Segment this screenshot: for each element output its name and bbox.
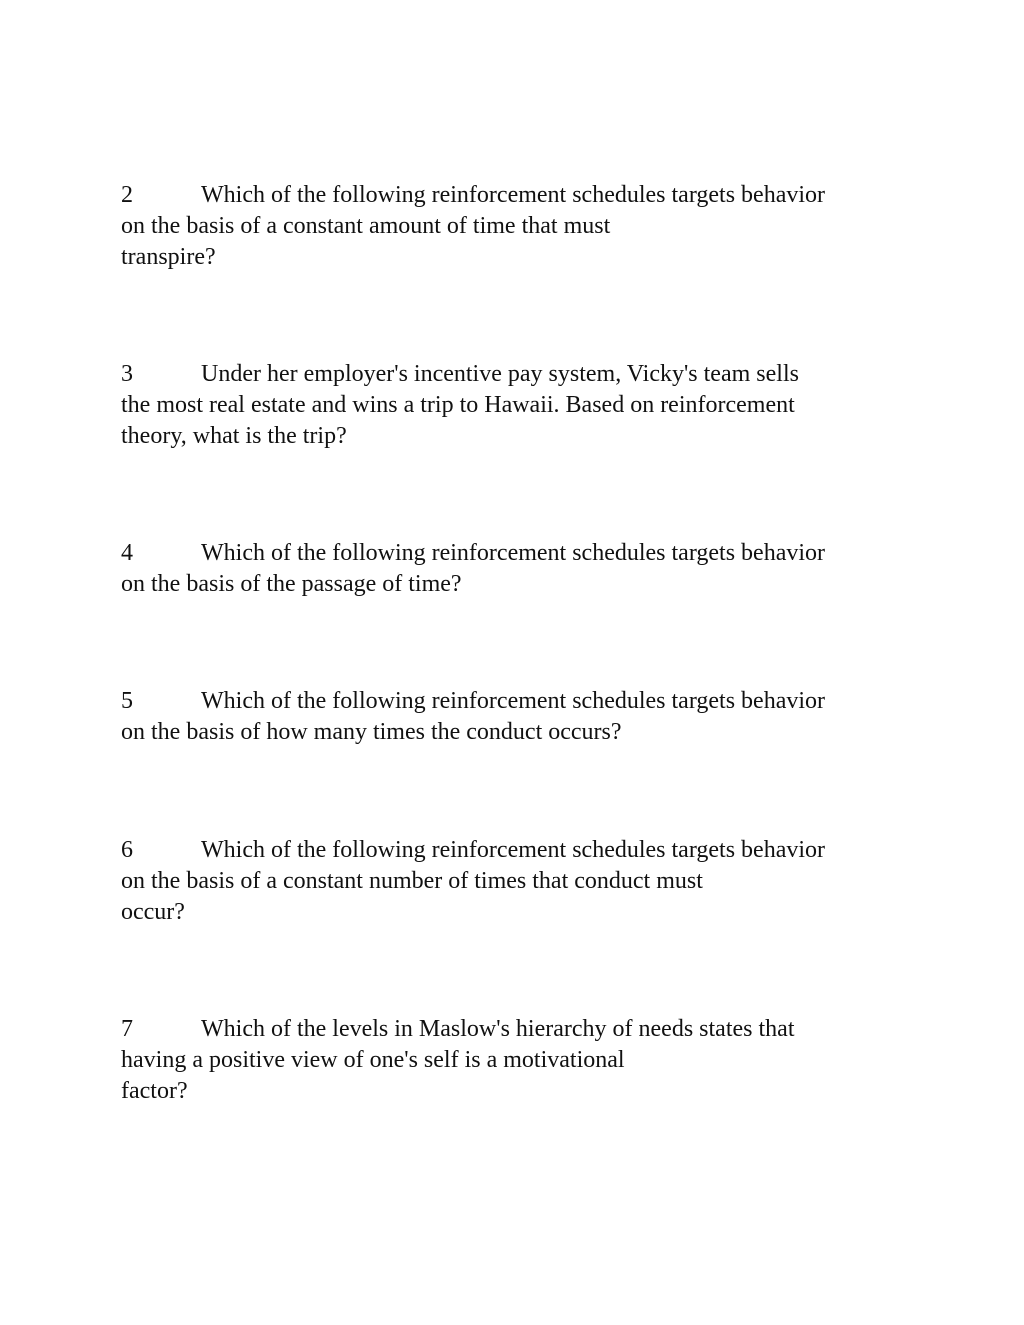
question-3: [121, 359, 911, 452]
question-line: on the basis of a constant amount of time that must: [121, 213, 611, 239]
question-2: [121, 180, 911, 273]
question-line: [121, 686, 911, 717]
question-number: 4: [121, 540, 133, 566]
question-4: [121, 538, 911, 600]
question-number: 2: [121, 182, 133, 208]
question-line: [121, 359, 911, 390]
question-text: Which of the following reinforcement schedules targets behavior: [201, 540, 826, 566]
question-text: Which of the following reinforcement schedules targets behavior: [201, 837, 826, 863]
question-line: [121, 538, 911, 569]
question-5: [121, 686, 911, 748]
question-line: having a positive view of one's self is a motivational: [121, 1047, 625, 1073]
question-line: the most real estate and wins a trip to Hawaii. Based on reinforcement: [121, 392, 795, 418]
question-line: transpire?: [121, 244, 216, 270]
question-line: [121, 180, 911, 211]
question-number: 6: [121, 837, 133, 863]
question-line: [121, 1014, 911, 1045]
question-line: theory, what is the trip?: [121, 423, 347, 449]
question-text: Which of the levels in Maslow's hierarchy of needs states that: [201, 1016, 795, 1042]
question-line: occur?: [121, 899, 185, 925]
question-number: 5: [121, 688, 133, 714]
question-number: 7: [121, 1016, 133, 1042]
question-line: on the basis of how many times the conduct occurs?: [121, 719, 622, 745]
question-7: [121, 1014, 911, 1107]
question-text: Under her employer's incentive pay system, Vicky's team sells: [201, 361, 799, 387]
question-line: on the basis of a constant number of times that conduct must: [121, 868, 703, 894]
question-line: factor?: [121, 1078, 188, 1104]
question-line: [121, 835, 911, 866]
question-number: 3: [121, 361, 133, 387]
question-6: [121, 835, 911, 928]
question-text: Which of the following reinforcement schedules targets behavior: [201, 688, 826, 714]
question-text: Which of the following reinforcement schedules targets behavior: [201, 182, 826, 208]
question-line: on the basis of the passage of time?: [121, 571, 462, 597]
